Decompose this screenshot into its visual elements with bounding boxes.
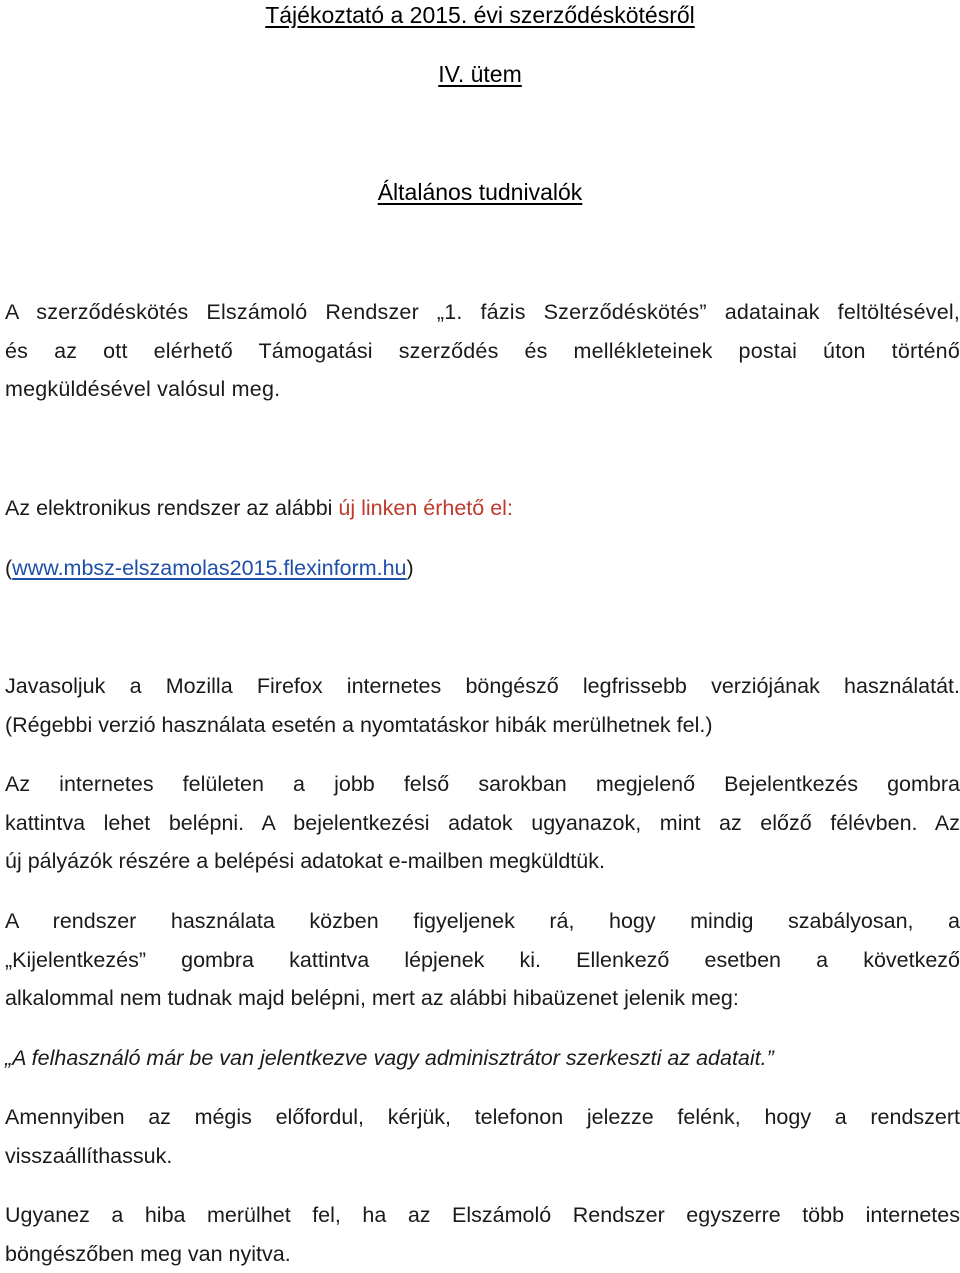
contact-line: Amennyiben az mégis előfordul, kérjük, telefonon jelezze felénk, hogy a rendszert — [5, 1098, 960, 1137]
same-error-paragraph — [5, 1196, 960, 1273]
login-line: új pályázók részére a belépési adatokat e-mailben megküldtük. — [5, 842, 960, 881]
same-error-line: böngészőben meg van nyitva. — [5, 1235, 960, 1273]
system-url-link[interactable]: www.mbsz-elszamolas2015.flexinform.hu — [12, 556, 406, 580]
system-url-line — [5, 549, 960, 588]
intro-paragraph — [5, 293, 960, 409]
error-message-quote: „A felhasználó már be van jelentkezve vagy adminisztrátor szerkeszti az adatait.” — [5, 1039, 960, 1078]
link-label-text: Az elektronikus rendszer az alábbi — [5, 496, 338, 520]
logout-line: A rendszer használata közben figyeljenek rá, hogy mindig szabályosan, a — [5, 902, 960, 941]
intro-line: megküldésével valósul meg. — [5, 370, 960, 409]
contact-line: visszaállíthassuk. — [5, 1137, 960, 1176]
browser-line: (Régebbi verzió használata esetén a nyomtatáskor hibák merülhetnek fel.) — [5, 706, 960, 745]
logout-paragraph — [5, 902, 960, 1018]
logout-line: alkalommal nem tudnak majd belépni, mert az alábbi hibaüzenet jelenik meg: — [5, 979, 960, 1018]
logout-line: „Kijelentkezés” gombra kattintva lépjenek ki. Ellenkező esetben a következő — [5, 941, 960, 980]
document-title: Tájékoztató a 2015. évi szerződéskötésről — [0, 0, 960, 30]
login-line: Az internetes felületen a jobb felső sarokban megjelenő Bejelentkezés gombra — [5, 765, 960, 804]
intro-line: A szerződéskötés Elszámoló Rendszer „1. fázis Szerződéskötés” adatainak feltöltésével, — [5, 293, 960, 332]
url-paren-open: ( — [5, 556, 12, 580]
browser-line: Javasoljuk a Mozilla Firefox internetes böngésző legfrissebb verziójának használatát. — [5, 667, 960, 706]
new-link-highlight: új linken érhető el: — [338, 496, 513, 520]
section-heading: Általános tudnivalók — [0, 177, 960, 207]
intro-line: és az ott elérhető Támogatási szerződés és mellékleteinek postai úton történő — [5, 332, 960, 371]
contact-paragraph — [5, 1098, 960, 1175]
login-line: kattintva lehet belépni. A bejelentkezési adatok ugyanazok, mint az előző félévben. Az — [5, 804, 960, 843]
same-error-line: Ugyanez a hiba merülhet fel, ha az Elszámoló Rendszer egyszerre több internetes — [5, 1196, 960, 1235]
system-link-label — [5, 489, 960, 528]
browser-paragraph — [5, 667, 960, 744]
url-paren-close: ) — [407, 556, 414, 580]
login-paragraph — [5, 765, 960, 881]
phase-heading: IV. ütem — [0, 59, 960, 89]
